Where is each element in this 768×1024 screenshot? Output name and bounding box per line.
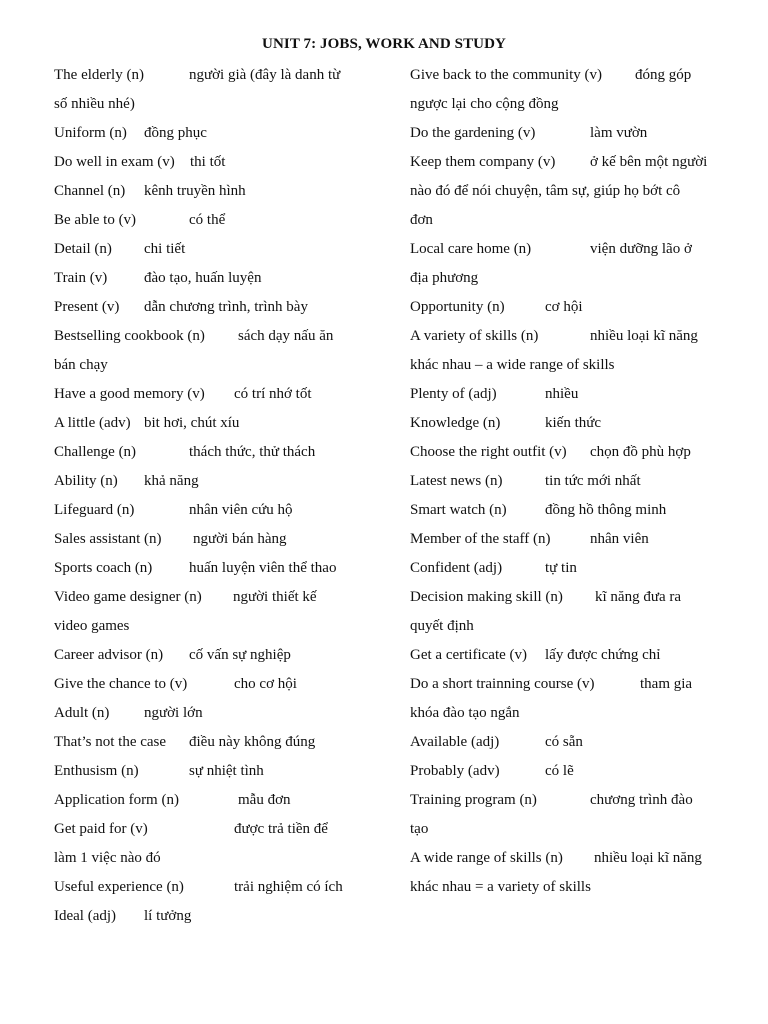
vocab-line — [410, 293, 730, 322]
vocab-term: Channel (n) — [54, 183, 126, 199]
vocab-line — [54, 757, 374, 786]
vocab-meaning: khả năng — [144, 473, 199, 489]
vocab-meaning: chọn đồ phù hợp — [590, 444, 691, 460]
vocab-line — [54, 264, 374, 293]
vocab-line-continued — [54, 351, 374, 380]
vocab-meaning: kiến thức — [545, 415, 602, 431]
vocab-meaning: chương trình đào — [590, 792, 693, 808]
vocab-line — [54, 206, 374, 235]
vocab-meaning: có lẽ — [545, 763, 574, 779]
vocab-line — [54, 119, 374, 148]
vocab-line — [54, 815, 374, 844]
vocab-line-continued — [410, 873, 730, 902]
vocab-meaning: tự tin — [545, 560, 577, 576]
vocab-meaning: nhiều loại kĩ năng — [590, 328, 698, 344]
vocab-term: Get a certificate (v) — [410, 647, 528, 663]
vocab-meaning: cho cơ hội — [234, 676, 297, 692]
vocab-term: Present (v) — [54, 299, 120, 315]
vocab-meaning: điều này không đúng — [189, 734, 316, 750]
vocab-line — [410, 322, 730, 351]
vocab-term: Uniform (n) — [54, 125, 127, 141]
vocab-line — [54, 380, 374, 409]
vocab-line — [410, 119, 730, 148]
vocab-meaning-continued: khóa đào tạo ngắn — [410, 705, 520, 721]
vocab-meaning-continued: khác nhau – a wide range of skills — [410, 357, 615, 373]
vocab-meaning: trải nghiệm có ích — [234, 879, 343, 895]
vocab-line-continued — [54, 844, 374, 873]
vocab-line — [410, 786, 730, 815]
vocab-line-continued — [54, 90, 374, 119]
vocab-term: Career advisor (n) — [54, 647, 164, 663]
vocab-line — [54, 177, 374, 206]
vocab-line — [54, 496, 374, 525]
vocab-term: Smart watch (n) — [410, 502, 507, 518]
vocab-meaning: nhiều loại kĩ năng — [594, 850, 702, 866]
vocab-meaning: đào tạo, huấn luyện — [144, 270, 262, 286]
left-column — [54, 61, 374, 931]
vocab-term: Ability (n) — [54, 473, 118, 489]
vocab-meaning: thách thức, thử thách — [189, 444, 316, 460]
vocab-line — [54, 873, 374, 902]
vocab-term: Available (adj) — [410, 734, 500, 750]
vocab-line — [54, 438, 374, 467]
vocab-meaning-continued: đơn — [410, 212, 433, 228]
vocab-meaning: dẫn chương trình, trình bày — [144, 299, 308, 315]
vocab-line — [54, 728, 374, 757]
vocab-term: A wide range of skills (n) — [410, 850, 563, 866]
vocab-line-continued — [410, 206, 730, 235]
vocab-meaning: thi tốt — [190, 154, 226, 170]
vocab-term: Decision making skill (n) — [410, 589, 563, 605]
vocab-term: Adult (n) — [54, 705, 110, 721]
vocab-term: A variety of skills (n) — [410, 328, 539, 344]
vocab-line — [410, 380, 730, 409]
vocab-term: Training program (n) — [410, 792, 537, 808]
vocab-line — [410, 670, 730, 699]
vocab-line — [54, 554, 374, 583]
vocab-line — [54, 467, 374, 496]
vocab-meaning: lí tưởng — [144, 908, 192, 924]
vocab-line — [410, 554, 730, 583]
vocab-meaning: người lớn — [144, 705, 203, 721]
vocab-meaning: mẫu đơn — [238, 792, 291, 808]
vocab-meaning-continued: khác nhau = a variety of skills — [410, 879, 591, 895]
vocab-term: The elderly (n) — [54, 67, 144, 83]
vocab-meaning: có sẵn — [545, 734, 583, 750]
vocab-meaning-continued: địa phương — [410, 270, 479, 286]
vocab-line — [410, 641, 730, 670]
vocab-line — [410, 409, 730, 438]
vocab-term: Choose the right outfit (v) — [410, 444, 567, 460]
vocab-term: Lifeguard (n) — [54, 502, 135, 518]
vocab-term: Give the chance to (v) — [54, 676, 188, 692]
vocab-meaning: nhân viên — [590, 531, 649, 547]
vocab-term: Enthusism (n) — [54, 763, 139, 779]
vocab-meaning-continued: tạo — [410, 821, 429, 837]
vocab-line-continued — [410, 177, 730, 206]
vocab-line — [410, 235, 730, 264]
vocab-term: Give back to the community (v) — [410, 67, 603, 83]
vocab-term: Confident (adj) — [410, 560, 503, 576]
vocab-meaning-continued: quyết định — [410, 618, 474, 634]
vocab-meaning: cố vấn sự nghiệp — [189, 647, 291, 663]
vocab-term: Member of the staff (n) — [410, 531, 551, 547]
vocab-line — [410, 438, 730, 467]
vocab-meaning: chi tiết — [144, 241, 186, 257]
vocab-line — [54, 699, 374, 728]
vocab-line — [54, 235, 374, 264]
vocab-line — [54, 641, 374, 670]
vocab-term: A little (adv) — [54, 415, 131, 431]
vocab-meaning: nhân viên cứu hộ — [189, 502, 293, 518]
right-column — [410, 61, 730, 902]
vocab-line-continued — [410, 351, 730, 380]
vocab-term: Plenty of (adj) — [410, 386, 497, 402]
vocab-meaning: tham gia — [640, 676, 693, 692]
vocab-line — [54, 902, 374, 931]
vocab-line — [54, 409, 374, 438]
vocab-meaning: lấy được chứng chỉ — [545, 647, 661, 663]
vocab-line — [410, 148, 730, 177]
vocab-term: Local care home (n) — [410, 241, 532, 257]
vocab-line-continued — [410, 699, 730, 728]
vocab-meaning: sách dạy nấu ăn — [238, 328, 334, 344]
vocab-meaning-continued: bán chạy — [54, 357, 108, 373]
vocab-meaning: kênh truyền hình — [144, 183, 246, 199]
vocab-term: Train (v) — [54, 270, 108, 286]
vocab-meaning-continued: số nhiều nhé) — [54, 96, 135, 112]
vocab-line — [410, 844, 730, 873]
vocab-line-continued — [410, 612, 730, 641]
vocab-meaning: viện dưỡng lão ở — [590, 241, 692, 257]
vocab-term: Get paid for (v) — [54, 821, 148, 837]
vocab-meaning: đóng góp — [635, 67, 692, 83]
vocab-line — [54, 293, 374, 322]
vocab-line-continued — [410, 815, 730, 844]
vocab-meaning: có thể — [189, 212, 226, 228]
vocab-term: Opportunity (n) — [410, 299, 505, 315]
vocab-line — [410, 496, 730, 525]
vocab-meaning: người bán hàng — [193, 531, 287, 547]
vocab-term: Challenge (n) — [54, 444, 137, 460]
vocab-term: Be able to (v) — [54, 212, 137, 228]
vocab-meaning: huấn luyện viên thể thao — [189, 560, 337, 576]
vocab-term: Detail (n) — [54, 241, 112, 257]
vocab-term: Ideal (adj) — [54, 908, 117, 924]
vocab-line-continued — [54, 612, 374, 641]
vocab-meaning-continued: làm 1 việc nào đó — [54, 850, 161, 866]
vocab-line — [410, 61, 730, 90]
vocab-line — [54, 583, 374, 612]
vocab-line — [54, 525, 374, 554]
vocab-term: Sales assistant (n) — [54, 531, 162, 547]
vocab-meaning-continued: nào đó để nói chuyện, tâm sự, giúp họ bớt cô — [410, 183, 681, 199]
vocab-meaning: đồng hồ thông minh — [545, 502, 667, 518]
vocab-meaning: nhiều — [545, 386, 579, 402]
vocab-term: That’s not the case — [54, 734, 167, 750]
vocab-line-continued — [410, 90, 730, 119]
vocab-term: Latest news (n) — [410, 473, 503, 489]
vocab-line — [54, 148, 374, 177]
page-title: UNIT 7: JOBS, WORK AND STUDY — [262, 36, 506, 52]
vocab-line — [54, 61, 374, 90]
vocab-term: Do a short trainning course (v) — [410, 676, 595, 692]
vocab-term: Video game designer (n) — [54, 589, 202, 605]
vocab-term: Application form (n) — [54, 792, 179, 808]
vocab-term: Knowledge (n) — [410, 415, 501, 431]
vocab-term: Sports coach (n) — [54, 560, 153, 576]
vocab-meaning: người già (đây là danh từ — [189, 67, 341, 83]
vocab-term: Bestselling cookbook (n) — [54, 328, 205, 344]
vocab-meaning: người thiết kế — [233, 589, 317, 605]
vocab-term: Have a good memory (v) — [54, 386, 205, 402]
vocab-term: Do the gardening (v) — [410, 125, 536, 141]
vocab-meaning: ở kế bên một người — [590, 154, 708, 170]
vocab-line — [54, 322, 374, 351]
vocab-line — [410, 525, 730, 554]
vocab-meaning: làm vườn — [590, 125, 648, 141]
vocab-line — [410, 583, 730, 612]
vocab-line — [410, 467, 730, 496]
vocab-meaning: có trí nhớ tốt — [234, 386, 312, 402]
vocab-meaning-continued: video games — [54, 618, 130, 634]
vocab-term: Probably (adv) — [410, 763, 500, 779]
vocab-term: Do well in exam (v) — [54, 154, 175, 170]
vocab-meaning: sự nhiệt tình — [189, 763, 264, 779]
vocab-term: Useful experience (n) — [54, 879, 184, 895]
vocab-meaning: cơ hội — [545, 299, 583, 315]
vocab-line-continued — [410, 264, 730, 293]
vocab-meaning: bit hơi, chút xíu — [144, 415, 240, 431]
vocab-line — [54, 670, 374, 699]
vocab-meaning-continued: ngược lại cho cộng đồng — [410, 96, 559, 112]
vocab-meaning: đồng phục — [144, 125, 207, 141]
vocab-meaning: tin tức mới nhất — [545, 473, 641, 489]
vocab-line — [54, 786, 374, 815]
vocab-meaning: được trả tiền để — [234, 821, 328, 837]
vocab-line — [410, 757, 730, 786]
vocab-line — [410, 728, 730, 757]
vocab-meaning: kĩ năng đưa ra — [595, 589, 682, 605]
vocab-term: Keep them company (v) — [410, 154, 556, 170]
